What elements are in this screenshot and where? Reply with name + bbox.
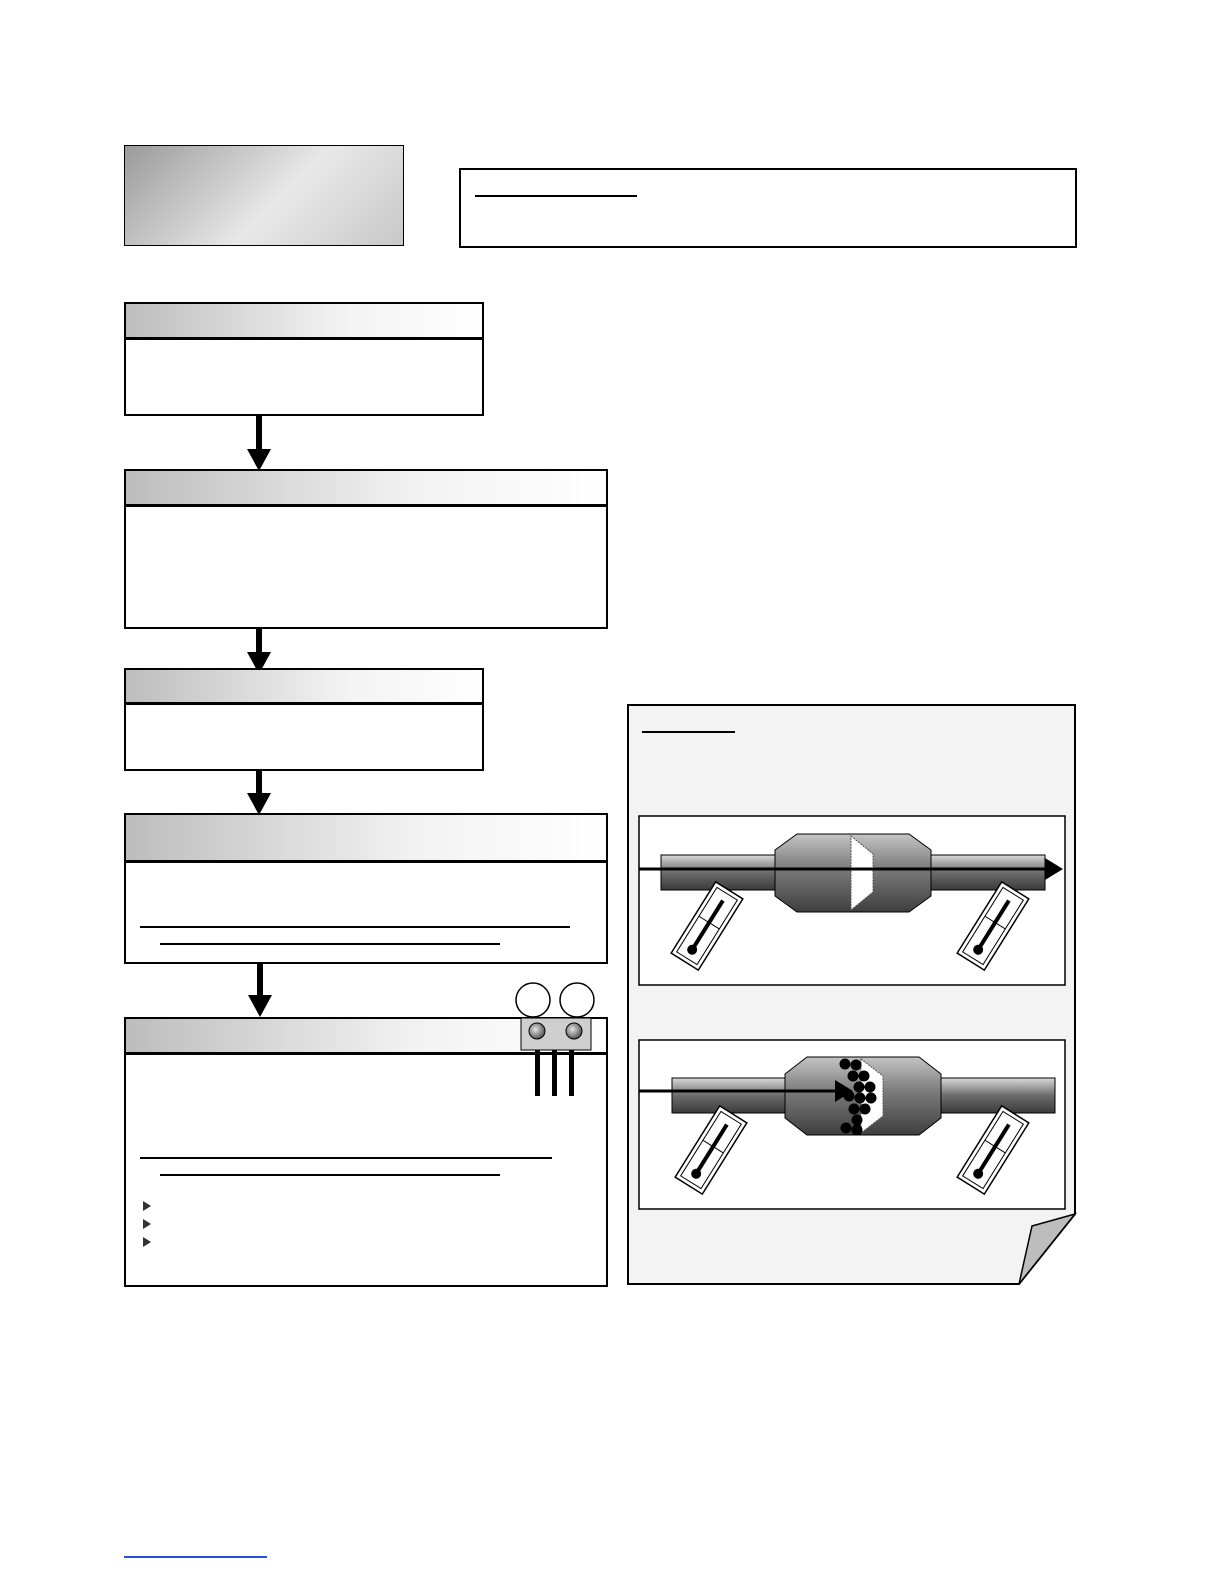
bullet-2-icon xyxy=(143,1219,151,1229)
flow-arrow-3-shaft xyxy=(256,771,262,795)
diagram-panel xyxy=(627,704,1077,1286)
bullet-1-icon xyxy=(143,1201,151,1211)
step-2-box xyxy=(124,469,608,629)
step-1-header xyxy=(126,304,482,340)
lower-figure xyxy=(639,1040,1065,1209)
flow-arrow-4-icon xyxy=(248,995,272,1017)
step-5-underline-1 xyxy=(140,1157,552,1159)
title-block xyxy=(124,145,404,246)
step-5-underline-2 xyxy=(160,1174,500,1176)
bullet-3-icon xyxy=(143,1237,151,1247)
step-4-underline-1 xyxy=(140,926,570,928)
flow-arrow-4-shaft xyxy=(257,964,263,996)
inlet-pipe-icon xyxy=(672,1078,788,1113)
info-heading-underline xyxy=(475,195,637,197)
info-box xyxy=(459,168,1077,248)
step-1-box xyxy=(124,302,484,416)
step-2-header xyxy=(126,471,606,507)
step-3-box xyxy=(124,668,484,771)
flow-arrow-1-shaft xyxy=(256,416,262,450)
outlet-pipe-icon xyxy=(929,855,1045,890)
step-4-underline-2 xyxy=(160,943,500,945)
outlet-pipe-icon xyxy=(939,1078,1055,1113)
step-4-box xyxy=(124,813,608,964)
pressure-sensor-icon xyxy=(510,982,602,1100)
flow-arrow-1-icon xyxy=(247,449,271,471)
step-3-header xyxy=(126,670,482,705)
flow-arrow-3-icon xyxy=(247,793,271,815)
footer-link[interactable] xyxy=(124,1556,267,1558)
step-4-header xyxy=(126,815,606,863)
upper-figure xyxy=(639,816,1065,985)
